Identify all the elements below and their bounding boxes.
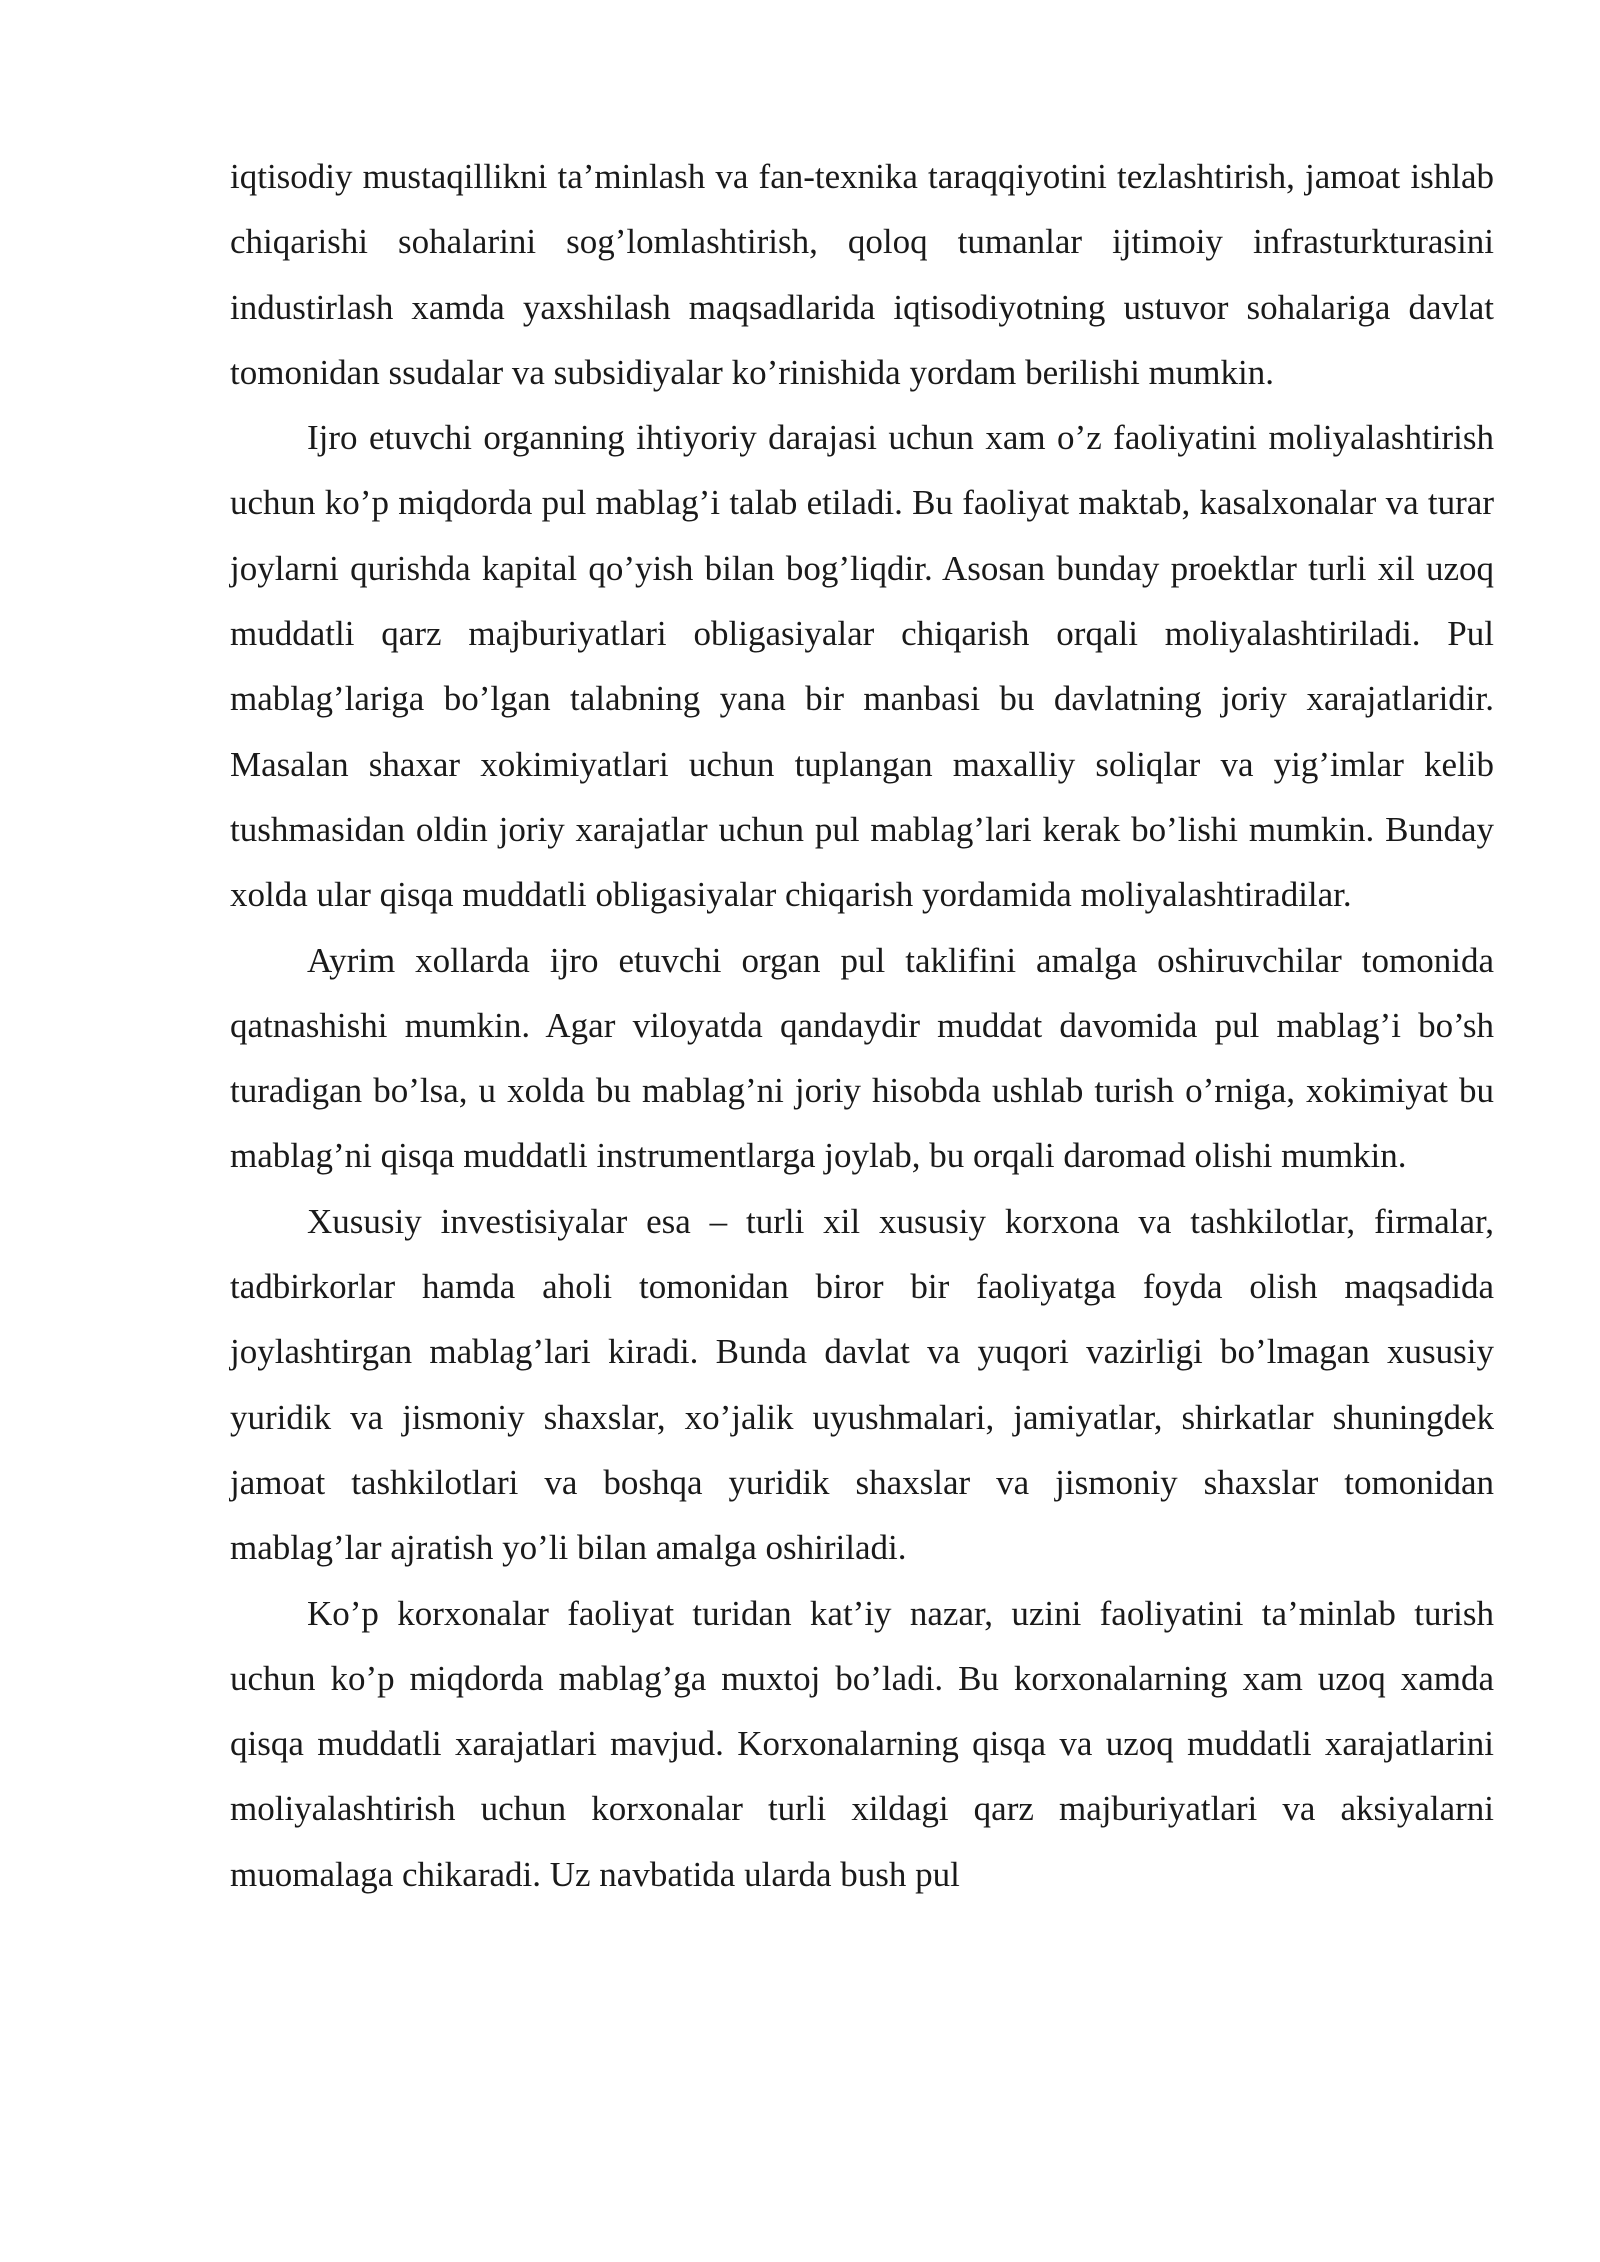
body-text bbox=[230, 144, 1494, 1907]
paragraph-continuation: iqtisodiy mustaqillikni ta’minlash va fan-texnika taraqqiyotini tezlashtirish, jamoat ishlab chiqarishi sohalarini sog’lomlashtirish, qoloq tumanlar ijtimoiy infrasturkturasini industirlash xamda yaxshilash maqsadlarida iqtisodiyotning ustuvor sohalariga davlat tomonidan ssudalar va subsidiyalar ko’rinishida yordam berilishi mumkin. bbox=[230, 157, 1494, 392]
paragraph: Xususiy investisiyalar esa – turli xil xususiy korxona va tashkilotlar, firmalar, tadbirkorlar hamda aholi tomonidan biror bir faoliyatga foyda olish maqsadida joylashtirgan mablag’lari kiradi. Bunda davlat va yuqori vazirligi bo’lmagan xususiy yuridik va jismoniy shaxslar, xo’jalik uyushmalari, jamiyatlar, shirkatlar shuningdek jamoat tashkilotlari va boshqa yuridik shaxslar va jismoniy shaxslar tomonidan mablag’lar ajratish yo’li bilan amalga oshiriladi. bbox=[230, 1201, 1494, 1568]
paragraph: Ayrim xollarda ijro etuvchi organ pul taklifini amalga oshiruvchilar tomonida qatnashishi mumkin. Agar viloyatda qandaydir muddat davomida pul mablag’i bo’sh turadigan bo’lsa, u xolda bu mablag’ni joriy hisobda ushlab turish o’rniga, xokimiyat bu mablag’ni qisqa muddatli instrumentlarga joylab, bu orqali daromad olishi mumkin. bbox=[230, 940, 1494, 1176]
paragraph: Ko’p korxonalar faoliyat turidan kat’iy nazar, uzini faoliyatini ta’minlab turish uchun ko’p miqdorda mablag’ga muxtoj bo’ladi. Bu korxonalarning xam uzoq xamda qisqa muddatli xarajatlari mavjud. Korxonalarning qisqa va uzoq muddatli xarajatlarini moliyalashtirish uchun korxonalar turli xildagi qarz majburiyatlari va aksiyalarni muomalaga chikaradi. Uz navbatida ularda bush pul bbox=[230, 1593, 1494, 1894]
paragraph: Ijro etuvchi organning ihtiyoriy darajasi uchun xam o’z faoliyatini moliyalashtirish uchun ko’p miqdorda pul mablag’i talab etiladi. Bu faoliyat maktab, kasalxonalar va turar joylarni qurishda kapital qo’yish bilan bog’liqdir. Asosan bunday proektlar turli xil uzoq muddatli qarz majburiyatlari obligasiyalar chiqarish orqali moliyalashtiriladi. Pul mablag’lariga bo’lgan talabning yana bir manbasi bu davlatning joriy xarajatlaridir. Masalan shaxar xokimiyatlari uchun tuplangan maxalliy soliqlar va yig’imlar kelib tushmasidan oldin joriy xarajatlar uchun pul mablag’lari kerak bo’lishi mumkin. Bunday xolda ular qisqa muddatli obligasiyalar chiqarish yordamida moliyalashtiradilar. bbox=[230, 418, 1494, 915]
